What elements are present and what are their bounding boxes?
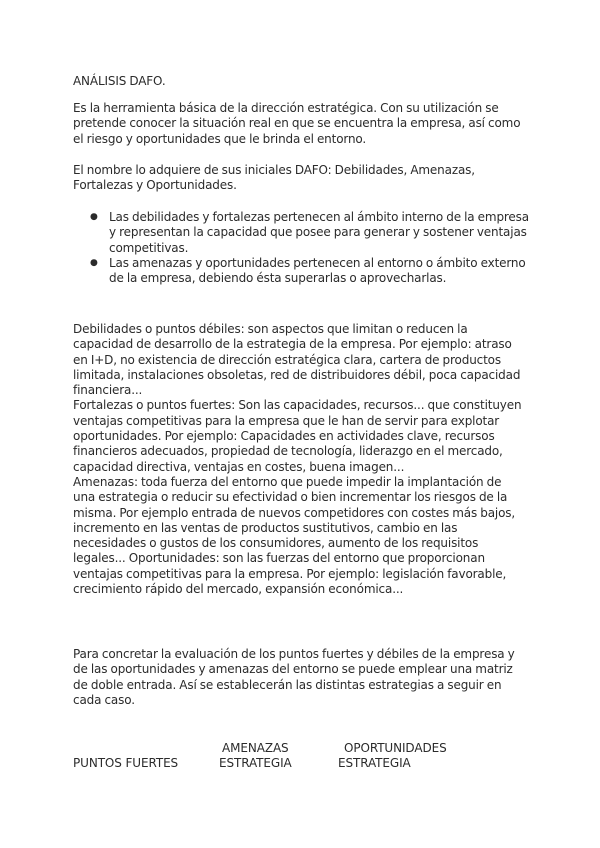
document-title: ANÁLISIS DAFO. [73,74,166,88]
matrix-cell-estrategia-oportunidades: ESTRATEGIA [338,756,411,770]
bullet-item-external: ● Las amenazas y oportunidades pertenecen al entorno o ámbito externo de la empresa, debiendo ésta superarlas o aprovecharlas. [90,256,530,287]
bullet-item-internal: ● Las debilidades y fortalezas pertenecen al ámbito interno de la empresa y representan la capacidad que posee para generar y sostener ventajas competitivas. [90,210,530,256]
conclusion-paragraph: Para concretar la evaluación de los puntos fuertes y débiles de la empresa y de las oportunidades y amenazas del entorno se puede emplear una matriz de doble entrada. Así se establecerán las distintas estrategias a seguir en cada caso. [73,647,515,707]
name-origin-paragraph: El nombre lo adquiere de sus iniciales DAFO: Debilidades, Amenazas, Fortalezas y Oportunidades. [73,163,475,193]
matrix-row-puntos-fuertes: PUNTOS FUERTES [73,756,179,770]
matrix-header-amenazas: AMENAZAS [222,741,289,755]
definitions-block [73,322,525,597]
matrix-cell-estrategia-amenazas: ESTRATEGIA [219,756,292,770]
bullet-list [90,210,530,286]
definition-debilidades: Debilidades o puntos débiles: son aspectos que limitan o reducen la capacidad de desarrollo de la estrategia de la empresa. Por ejemplo: atraso en I+D, no existencia de dirección estratégica clara, cartera de productos limitada, instalaciones obsoletas, red de distribuidores débil, poca capacidad financiera... [73,322,521,398]
intro-paragraph: Es la herramienta básica de la dirección estratégica. Con su utilización se pretende conocer la situación real en que se encuentra la empresa, así como el riesgo y oportunidades que le brinda el entorno. [73,101,521,146]
definition-amenazas-oportunidades: Amenazas: toda fuerza del entorno que puede impedir la implantación de una estrategia o reducir su efectividad o bien incrementar los riesgos de la misma. Por ejemplo entrada de nuevos competidores con costes más bajos, incremento en las ventas de productos sustitutivos, cambio en las necesidades o gustos de los consumidores, aumento de los requisitos legales... Oportunidades: son las fuerzas del entorno que proporcionan ventajas competitivas para la empresa. Por ejemplo: legislación favorable, crecimiento rápido del mercado, expansión económica... [73,474,516,597]
matrix-header-oportunidades: OPORTUNIDADES [344,741,447,755]
definition-fortalezas: Fortalezas o puntos fuertes: Son las capacidades, recursos... que constituyen ventajas competitivas para la empresa que le han de servir para explotar oportunidades. Por ejemplo: Capacidades en actividades clave, recursos financieros adecuados, propiedad de tecnología, liderazgo en el mercado, capacidad directiva, ventajas en costes, buena imagen... [73,398,522,474]
